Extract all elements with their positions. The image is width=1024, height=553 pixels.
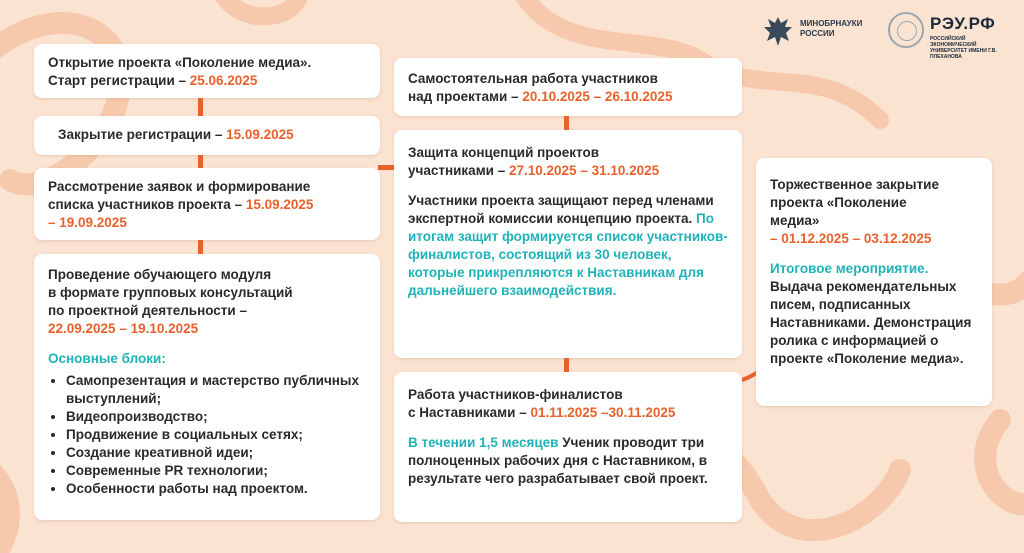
list-item: • Самопрезентация и мастерство публичных выступлений;	[66, 372, 366, 408]
card-paragraph: Ученик проводит три полноценных рабочих дня с Наставником, в результате чего разрабатывает свой проект.	[408, 435, 708, 486]
card-text: Старт регистрации –	[48, 73, 190, 88]
card-paragraph: Выдача рекомендательных писем, подписанных Наставниками. Демонстрация ролика с информацией о проекте «Поколение медиа».	[770, 279, 972, 366]
card-text: Самостоятельная работа участников	[408, 71, 658, 86]
university-seal-icon	[888, 12, 924, 48]
ministry-logo-text: МИНОБРНАУКИ РОССИИ	[800, 19, 863, 38]
connector	[198, 240, 203, 254]
timeline-card-registration-close	[34, 116, 380, 155]
card-text: в формате групповых консультаций	[48, 285, 293, 300]
header-logos	[760, 10, 1010, 60]
blocks-list	[48, 372, 366, 498]
timeline-card-closing	[756, 158, 992, 406]
date-label: 20.10.2025 – 26.10.2025	[522, 89, 673, 104]
list-item: • Продвижение в социальных сетях;	[66, 426, 366, 444]
timeline-card-independent-work	[394, 58, 742, 116]
card-paragraph: Участники проекта защищают перед членами экспертной комиссии концепцию проекта.	[408, 193, 714, 226]
card-text: Работа участников-финалистов	[408, 387, 623, 402]
date-label: 15.09.2025	[226, 127, 294, 142]
card-text: Открытие проекта «Поколение медиа».	[48, 55, 312, 70]
university-subtitle: РОССИЙСКИЙ ЭКОНОМИЧЕСКИЙ УНИВЕРСИТЕТ ИМЕНИ Г.В. ПЛЕХАНОВА	[930, 36, 997, 60]
date-label: – 19.09.2025	[48, 215, 127, 230]
highlight-text: Итоговое мероприятие.	[770, 261, 929, 276]
card-text: проекта «Поколение	[770, 195, 907, 210]
blocks-title: Основные блоки:	[48, 351, 166, 366]
russian-emblem-icon	[760, 12, 796, 50]
timeline-card-review	[34, 168, 380, 240]
list-item: • Современные PR технологии;	[66, 462, 366, 480]
connector	[198, 155, 203, 168]
card-text: участниками –	[408, 163, 509, 178]
connector	[198, 98, 203, 116]
card-text: Закрытие регистрации –	[58, 127, 227, 142]
date-label: 25.06.2025	[189, 73, 258, 88]
highlight-text: По итогам защит формируется список участников-финалистов, состоящий из 30 человек, которые прикрепляются к Наставникам для дальнейшего взаимодействия.	[408, 211, 728, 298]
card-text: Защита концепций проектов	[408, 145, 600, 160]
highlight-text: В течении 1,5 месяцев	[408, 435, 559, 450]
date-label: 27.10.2025 – 31.10.2025	[509, 163, 660, 178]
date-label: 01.11.2025 –30.11.2025	[530, 405, 676, 420]
date-label: 15.09.2025	[245, 197, 314, 212]
card-text: над проектами –	[408, 89, 523, 104]
list-item: • Особенности работы над проектом.	[66, 480, 366, 498]
connector	[564, 358, 569, 372]
card-text: с Наставниками –	[408, 405, 531, 420]
connector	[564, 116, 569, 130]
card-text: Торжественное закрытие	[770, 177, 939, 192]
list-item: • Создание креативной идеи;	[66, 444, 366, 462]
card-text: списка участников проекта –	[48, 197, 246, 212]
university-logo: РЭУ.РФ	[930, 14, 996, 33]
timeline-card-mentor-work	[394, 372, 742, 522]
date-label: 22.09.2025 – 19.10.2025	[48, 321, 199, 336]
card-text: Рассмотрение заявок и формирование	[48, 179, 311, 194]
timeline-card-concept-defense	[394, 130, 742, 358]
timeline-card-training	[34, 254, 380, 520]
card-text: Проведение обучающего модуля	[48, 267, 272, 282]
list-item: • Видеопроизводство;	[66, 408, 366, 426]
card-text: по проектной деятельности –	[48, 303, 247, 318]
card-text: медиа»	[770, 213, 820, 228]
timeline-card-opening	[34, 44, 380, 98]
date-label: – 01.12.2025 – 03.12.2025	[770, 231, 932, 246]
